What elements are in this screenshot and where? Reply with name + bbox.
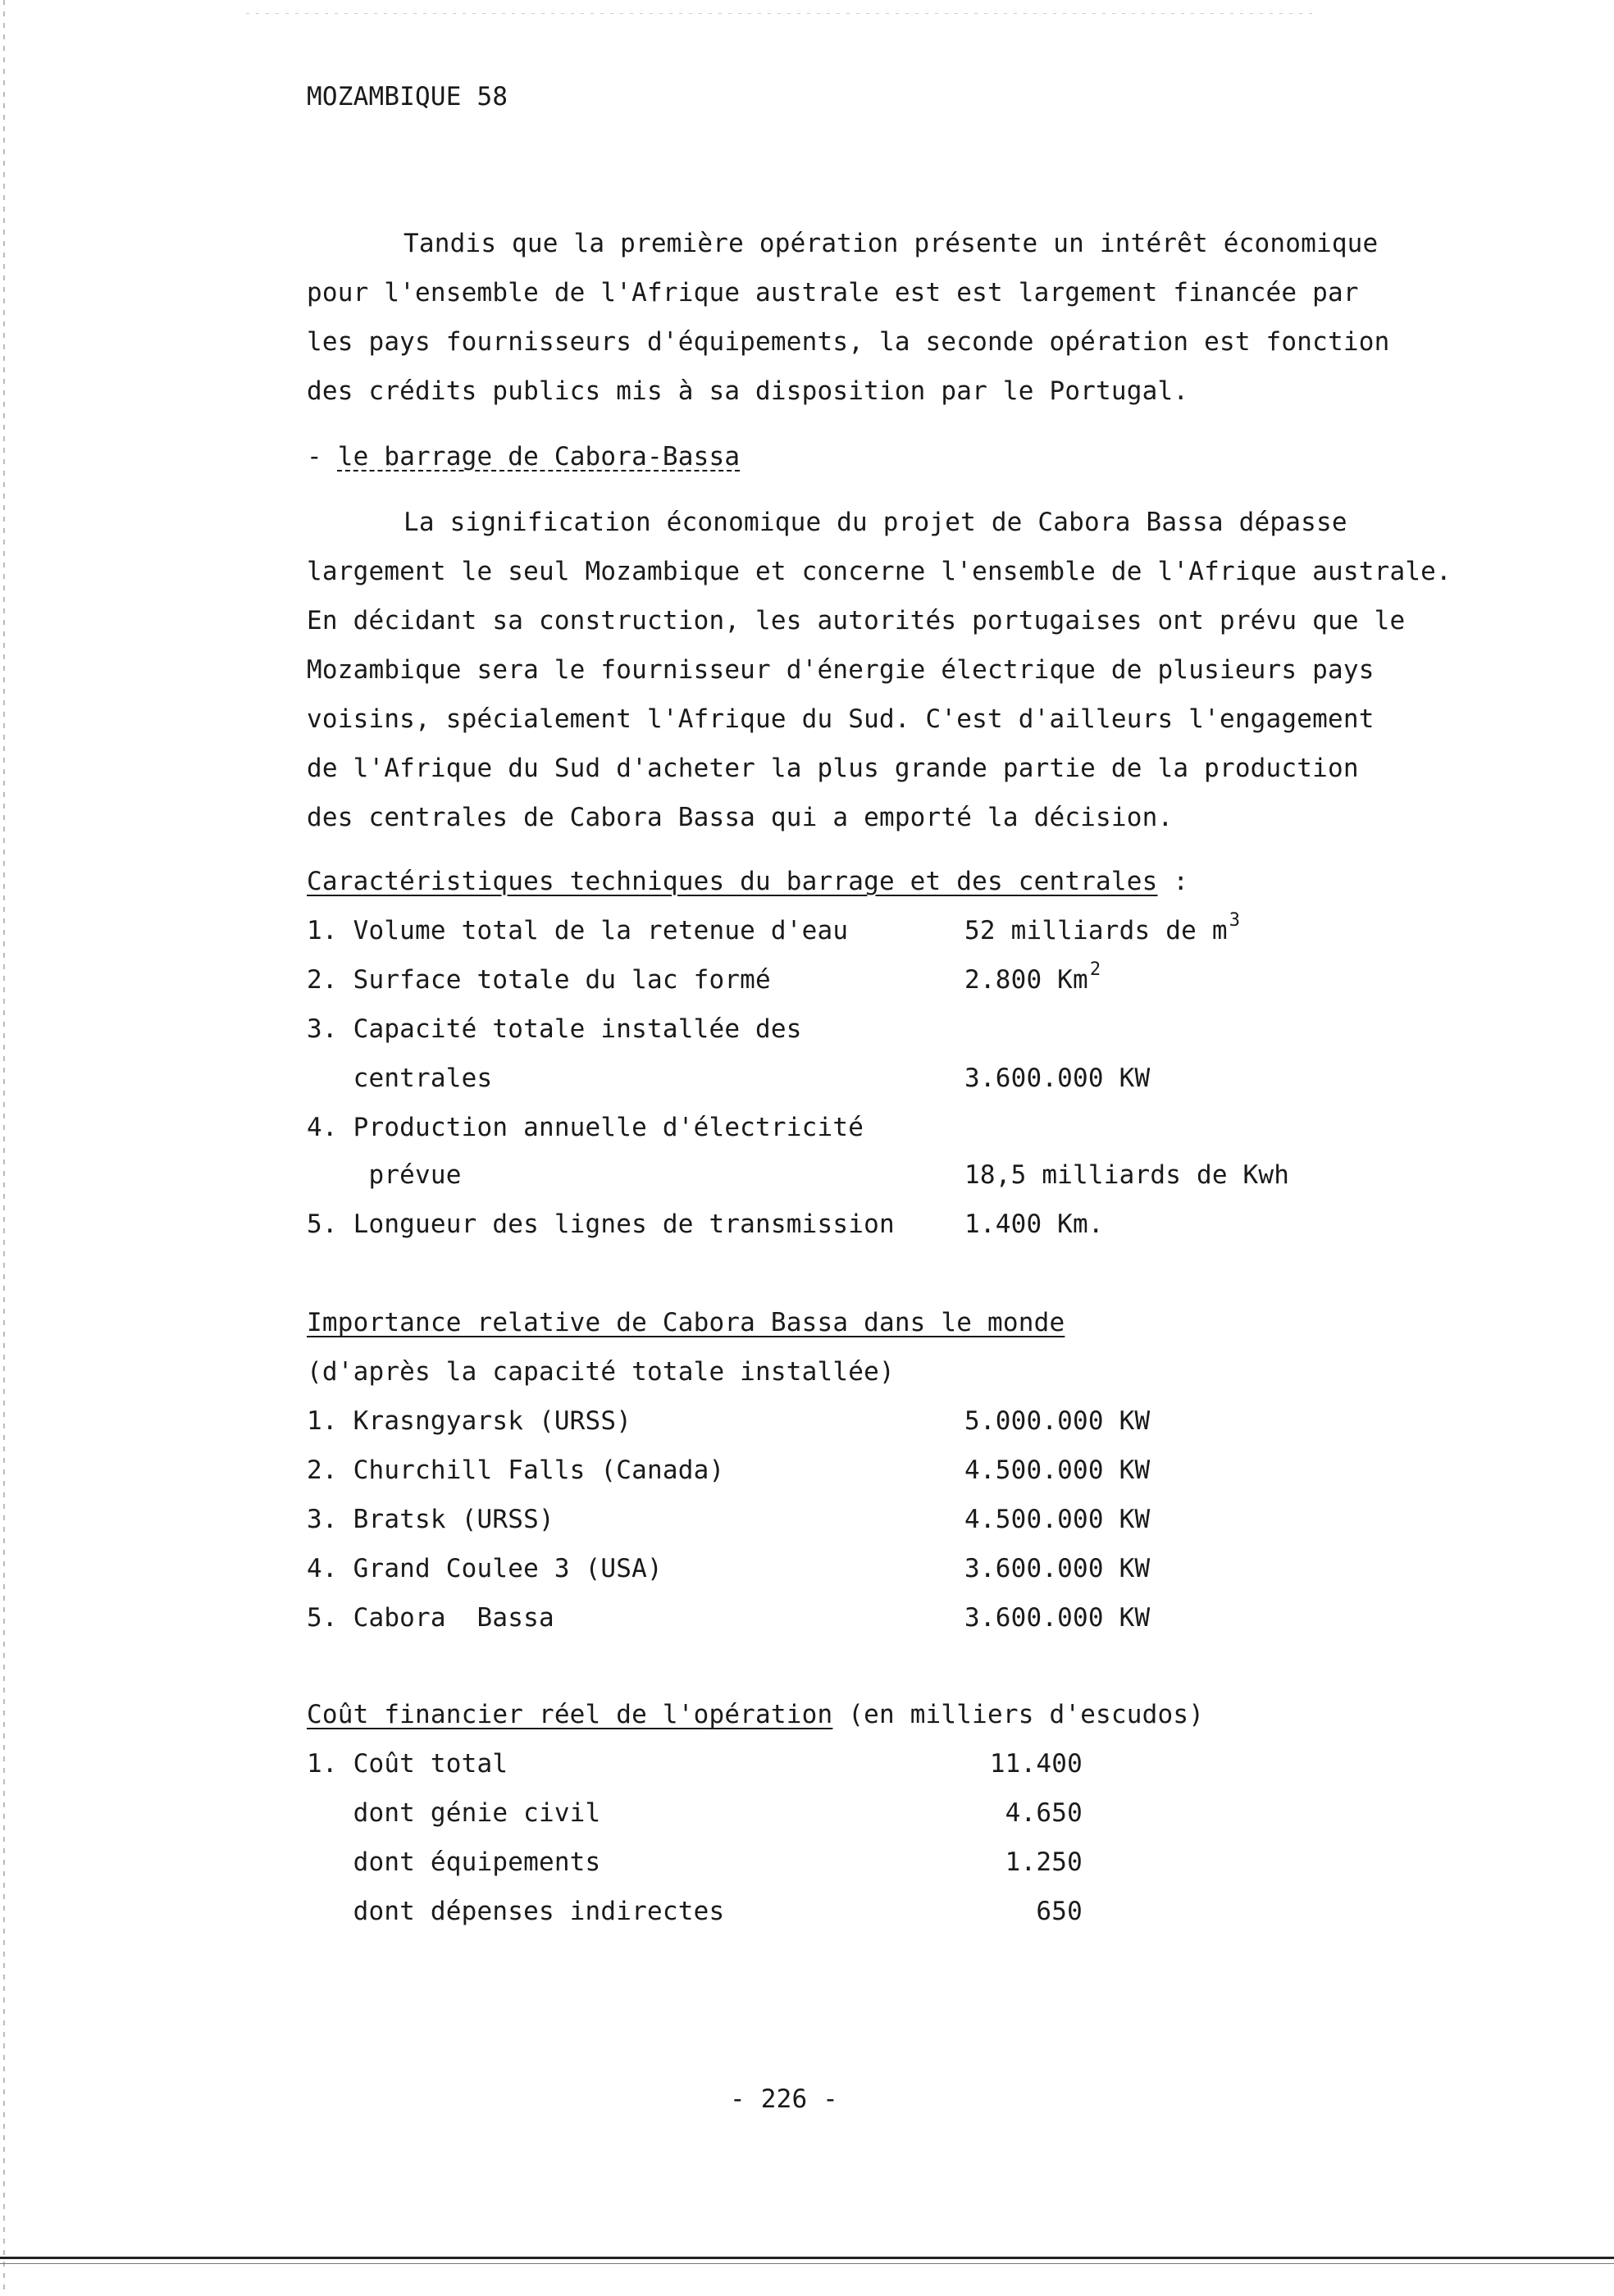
page-number: - 226 - [730, 2084, 839, 2114]
section-dash: - [307, 442, 338, 472]
cost-title: Coût financier réel de l'opération [307, 1700, 833, 1729]
tech-item-label: prévue [307, 1160, 462, 1190]
tech-item-label: 3. Capacité totale installée des [307, 1014, 802, 1044]
tech-value-superscript: 3 [1229, 910, 1241, 931]
importance-item-label: 5. Cabora Bassa [307, 1603, 554, 1633]
tech-value-superscript: 2 [1089, 959, 1101, 980]
intro-line-2: pour l'ensemble de l'Afrique australe est est largement financée par [307, 278, 1359, 308]
cost-item-value: 1.250 [1005, 1847, 1083, 1877]
tech-heading [307, 865, 1188, 898]
cost-item-value: 11.400 [989, 1749, 1083, 1779]
tech-title-suffix: : [1157, 867, 1189, 896]
cost-title-suffix: (en milliers d'escudos) [832, 1700, 1205, 1729]
tech-title: Caractéristiques techniques du barrage et des centrales [307, 867, 1158, 896]
importance-title: Importance relative de Cabora Bassa dans le monde [307, 1308, 1065, 1337]
importance-item-label: 3. Bratsk (URSS) [307, 1505, 554, 1534]
body-line-7: des centrales de Cabora Bassa qui a emporté la décision. [307, 803, 1174, 832]
tech-item-value [964, 959, 1101, 1000]
importance-item-value: 4.500.000 KW [964, 1505, 1151, 1534]
importance-item-value: 4.500.000 KW [964, 1456, 1151, 1485]
importance-item-value: 5.000.000 KW [964, 1406, 1151, 1436]
tech-item-value: 1.400 Km. [964, 1210, 1104, 1239]
cost-item-label: dont dépenses indirectes [307, 1897, 725, 1926]
cost-item-value: 4.650 [1005, 1798, 1083, 1828]
tech-item-label: 2. Surface totale du lac formé [307, 965, 771, 995]
importance-item-value: 3.600.000 KW [964, 1603, 1151, 1633]
tech-item-label: centrales [307, 1064, 493, 1093]
tech-item-label: 1. Volume total de la retenue d'eau [307, 916, 849, 945]
tech-value-text: 52 milliards de m [964, 916, 1228, 945]
body-line-3: En décidant sa construction, les autorités portugaises ont prévu que le [307, 606, 1406, 636]
cost-item-label: 1. Coût total [307, 1749, 508, 1779]
tech-item-value: 18,5 milliards de Kwh [964, 1160, 1290, 1190]
scan-top-noise [246, 13, 1312, 14]
intro-line-1: Tandis que la première opération présente un intérêt économique [404, 229, 1379, 258]
cost-item-label: dont génie civil [307, 1798, 601, 1828]
cost-item-label: dont équipements [307, 1847, 601, 1877]
page-header: MOZAMBIQUE 58 [307, 82, 508, 112]
importance-item-value: 3.600.000 KW [964, 1554, 1151, 1583]
body-line-4: Mozambique sera le fournisseur d'énergie électrique de plusieurs pays [307, 655, 1375, 685]
body-line-6: de l'Afrique du Sud d'acheter la plus grande partie de la production [307, 754, 1359, 783]
cost-item-value: 650 [1036, 1897, 1083, 1926]
tech-item-label: 5. Longueur des lignes de transmission [307, 1210, 895, 1239]
tech-value-text: 2.800 Km [964, 965, 1088, 995]
importance-item-label: 1. Krasngyarsk (URSS) [307, 1406, 632, 1436]
scan-edge-mark [3, 0, 5, 2296]
body-line-2: largement le seul Mozambique et concerne l'ensemble de l'Afrique australe. [307, 557, 1452, 586]
importance-subtitle: (d'après la capacité totale installée) [307, 1357, 895, 1387]
cost-heading [307, 1698, 1204, 1731]
tech-item-label: 4. Production annuelle d'électricité [307, 1113, 864, 1142]
importance-item-label: 2. Churchill Falls (Canada) [307, 1456, 725, 1485]
bottom-rule-thin [0, 2263, 1614, 2264]
tech-item-value [964, 910, 1241, 950]
body-line-1: La signification économique du projet de Cabora Bassa dépasse [404, 508, 1347, 537]
importance-item-label: 4. Grand Coulee 3 (USA) [307, 1554, 663, 1583]
tech-item-value: 3.600.000 KW [964, 1064, 1151, 1093]
body-line-5: voisins, spécialement l'Afrique du Sud. C'est d'ailleurs l'engagement [307, 704, 1375, 734]
intro-line-4: des crédits publics mis à sa disposition par le Portugal. [307, 376, 1189, 406]
section-title: le barrage de Cabora-Bassa [337, 442, 741, 472]
intro-line-3: les pays fournisseurs d'équipements, la seconde opération est fonction [307, 327, 1390, 357]
section-heading [307, 440, 740, 473]
bottom-rule [0, 2257, 1614, 2259]
